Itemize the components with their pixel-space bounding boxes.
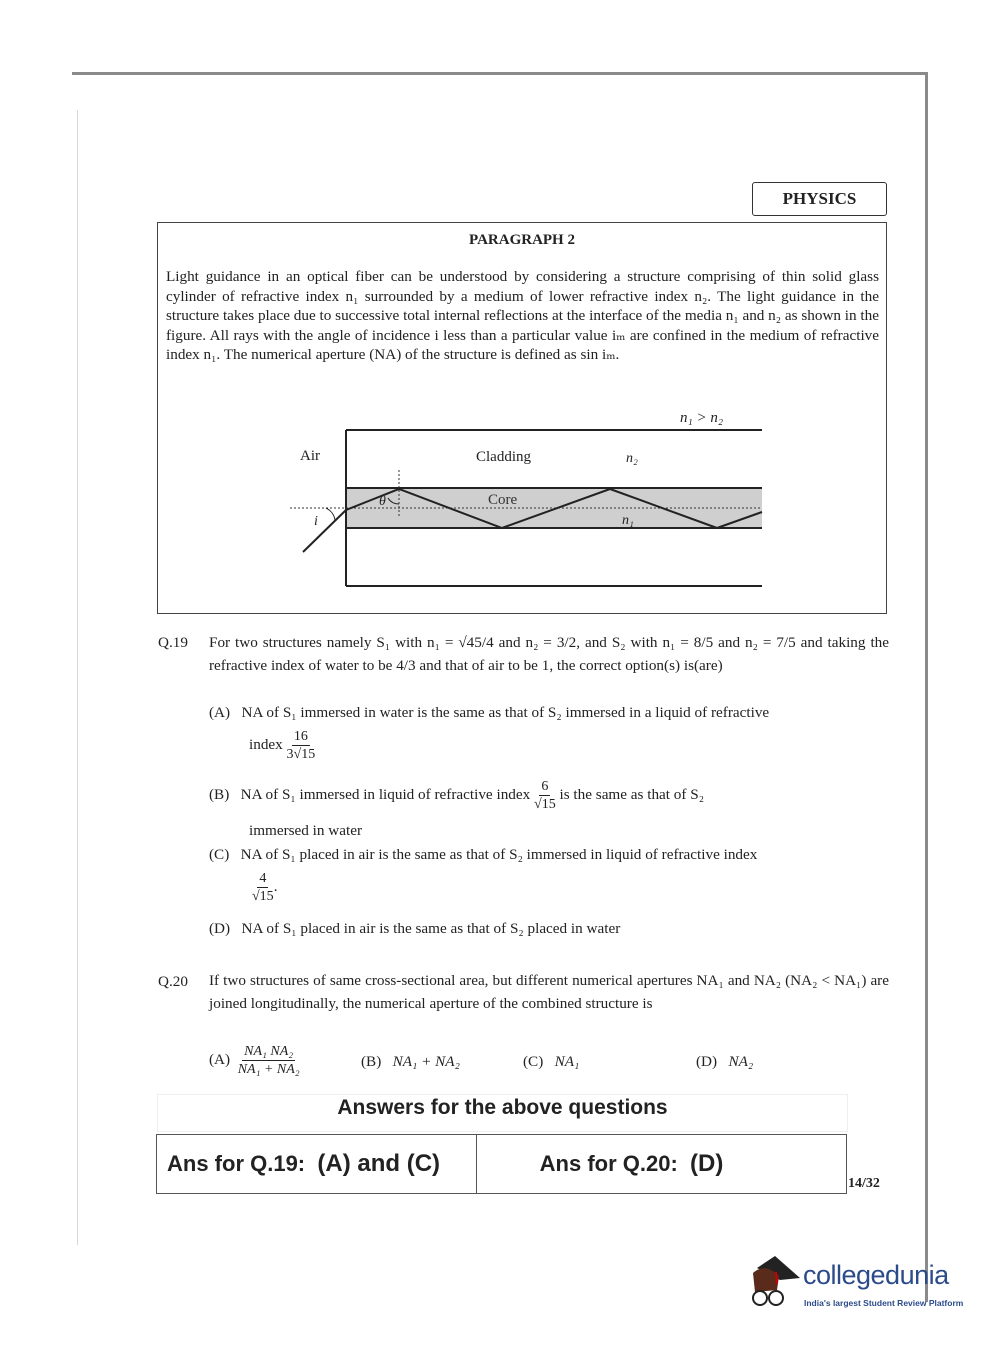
core-label: Core <box>488 492 518 508</box>
option-label: (D) <box>209 920 231 937</box>
numerator: NA₁ NA₂ <box>244 1044 294 1059</box>
option-label: (C) <box>523 1053 544 1070</box>
option-label: (C) <box>209 846 230 863</box>
page-number: 14/32 <box>848 1176 880 1191</box>
air-label: Air <box>300 448 320 464</box>
q19-option-b[interactable] <box>209 778 889 813</box>
q19-option-c[interactable] <box>209 843 757 866</box>
q19-stem: For two structures namely S₁ with n₁ = √45/4 and n₂ = 3/2, and S₂ with n₁ = 8/5 and n₂ = 7/5 and taking the refractive index of water to be 4/3 and that of air to be 1, the correct option(s) is(are) <box>209 634 889 674</box>
answer-q19 <box>157 1135 477 1193</box>
optical-fiber-figure <box>280 400 780 600</box>
cladding-label: Cladding <box>476 449 531 465</box>
option-label: (A) <box>209 704 231 721</box>
q20-number: Q.20 <box>158 973 188 990</box>
option-text: NA₁ <box>554 1053 580 1070</box>
q19-option-a[interactable] <box>209 701 769 724</box>
numerator: 16 <box>293 729 308 744</box>
q20-option-c[interactable] <box>523 1050 579 1073</box>
q20-stem: If two structures of same cross-sectional area, but different numerical apertures NA₁ and NA₂ (NA₂ < NA₁) are joined longitudinally, the numerical aperture of the combined structure is <box>209 972 889 1012</box>
q19-option-a-cont <box>249 728 315 763</box>
n2-label: n₂ <box>626 451 638 466</box>
answers-table <box>156 1134 847 1194</box>
theta-label: θ <box>379 494 386 509</box>
q19-number: Q.19 <box>158 634 188 651</box>
n1-label: n₁ <box>622 513 634 528</box>
q20-option-a[interactable] <box>209 1043 300 1078</box>
option-label: (B) <box>361 1053 382 1070</box>
logo-tagline: India's largest Student Review Platform <box>804 1298 964 1308</box>
option-label: (A) <box>209 1050 231 1068</box>
answer-label: Ans for Q.19: <box>167 1151 306 1176</box>
denominator: √15 <box>534 797 556 812</box>
index-condition: n₁ > n₂ <box>680 410 724 426</box>
q19-option-c-cont: $\frac{4}{√15}$ . <box>252 871 278 904</box>
fraction <box>252 870 274 905</box>
page-top-border <box>72 72 928 75</box>
page-left-border <box>77 110 78 1245</box>
option-text: NA of S₁ immersed in water is the same as that of S₂ immersed in a liquid of refractive <box>241 704 770 721</box>
mascot-icon <box>745 1248 805 1318</box>
answer-q20 <box>477 1135 846 1193</box>
collegedunia-logo <box>745 1248 970 1318</box>
paragraph-text: Light guidance in an optical fiber can be understood by considering a structure comprising of thin solid glass cylinder of refractive index n₁ surrounded by a medium of lower refractive index n₂. The light guidance in the structure takes place due to successive total internal reflections at the interface of the media n₁ and n₂ as shown in the figure. All rays with the angle of incidence i less than a particular value iₘ are confined in the medium of refractive index n₁. The numerical aperture (NA) of the structure is defined as sin iₘ. <box>166 268 879 364</box>
denominator: NA₁ + NA₂ <box>237 1062 300 1077</box>
answer-label: Ans for Q.20: <box>539 1151 678 1176</box>
numerator: 4 <box>259 871 267 886</box>
answers-heading-text: Answers for the above questions <box>337 1096 668 1119</box>
answers-heading <box>157 1094 848 1132</box>
denominator: 3√15 <box>286 747 316 762</box>
fraction <box>287 728 316 763</box>
option-text: index <box>249 735 283 753</box>
option-text: NA of S₁ immersed in liquid of refractive index <box>240 785 531 803</box>
denominator: √15 <box>252 889 274 904</box>
option-text: NA of S₁ placed in air is the same as that of S₂ placed in water <box>241 920 621 937</box>
page-right-border <box>925 72 928 1302</box>
numerator: 6 <box>541 779 549 794</box>
q20-option-b[interactable] <box>361 1050 460 1073</box>
option-label: (B) <box>209 785 230 803</box>
option-text: NA₁ + NA₂ <box>392 1053 460 1070</box>
answer-value: (D) <box>690 1150 724 1177</box>
option-text: NA of S₁ placed in air is the same as that of S₂ immersed in liquid of refractive index <box>240 846 758 863</box>
option-text: is the same as that of S₂ <box>559 785 704 803</box>
incidence-angle-label: i <box>314 514 318 529</box>
logo-wordmark: collegedunia <box>803 1260 949 1290</box>
q20-option-d[interactable] <box>696 1050 753 1073</box>
paragraph-title: PARAGRAPH 2 <box>469 232 575 248</box>
fraction <box>238 1043 300 1078</box>
option-text: NA₂ <box>728 1053 754 1070</box>
subject-badge: PHYSICS <box>752 182 887 216</box>
q19-option-d[interactable] <box>209 917 620 940</box>
q19-option-b-cont: immersed in water <box>249 822 363 839</box>
answer-value: (A) and (C) <box>317 1150 441 1177</box>
option-label: (D) <box>696 1053 718 1070</box>
fraction <box>534 778 556 813</box>
